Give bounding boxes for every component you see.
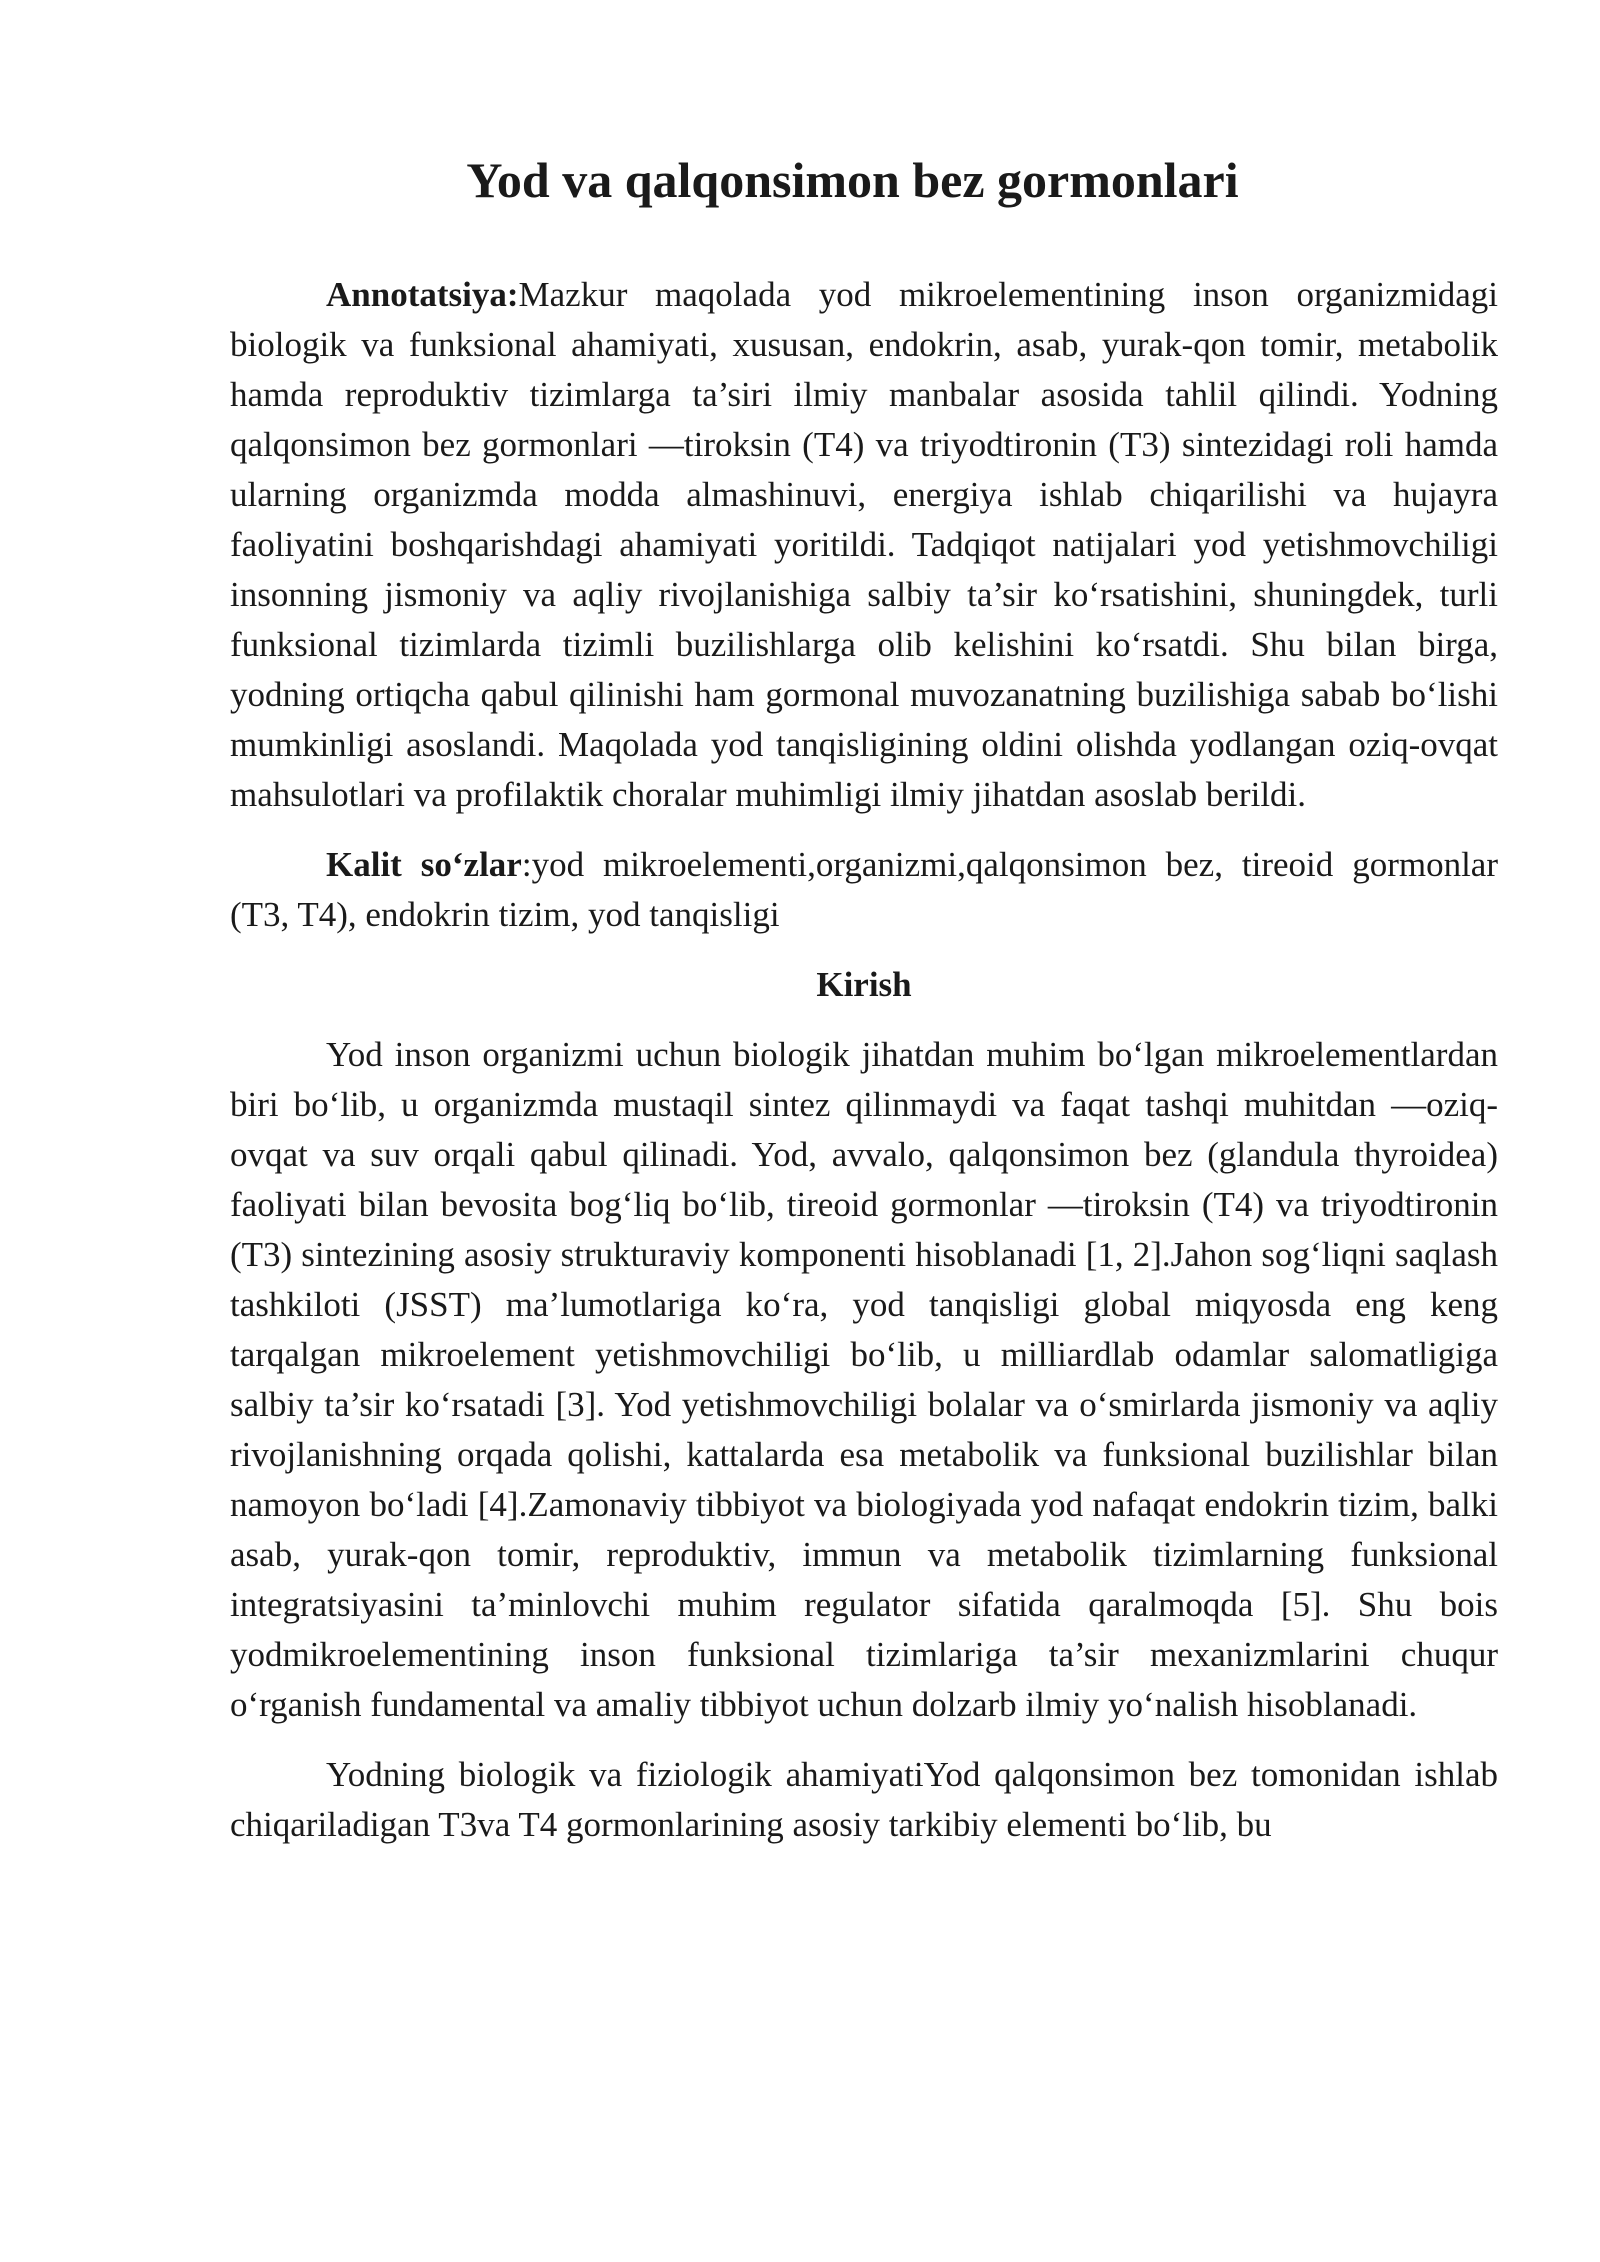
abstract-paragraph <box>230 270 1498 820</box>
intro-paragraph: Yod inson organizmi uchun biologik jihatdan muhim bo‘lgan mikroelementlardan biri bo‘lib, u organizmda mustaqil sintez qilinmaydi va faqat tashqi muhitdan —oziq-ovqat va suv orqali qabul qilinadi. Yod, avvalo, qalqonsimon bez (glandula thyroidea) faoliyati bilan bevosita bog‘liq bo‘lib, tireoid gormonlar —tiroksin (T4) va triyodtironin (T3) sintezining asosiy strukturaviy komponenti hisoblanadi [1, 2].Jahon sog‘liqni saqlash tashkiloti (JSST) ma’lumotlariga ko‘ra, yod tanqisligi global miqyosda eng keng tarqalgan mikroelement yetishmovchiligi bo‘lib, u milliardlab odamlar salomatligiga salbiy ta’sir ko‘rsatadi [3]. Yod yetishmovchiligi bolalar va o‘smirlarda jismoniy va aqliy rivojlanishning orqada qolishi, kattalarda esa metabolik va funksional buzilishlar bilan namoyon bo‘ladi [4].Zamonaviy tibbiyot va biologiyada yod nafaqat endokrin tizim, balki asab, yurak-qon tomir, reproduktiv, immun va metabolik tizimlarning funksional integratsiyasini ta’minlovchi muhim regulator sifatida qaralmoqda [5]. Shu bois yodmikroelementining inson funksional tizimlariga ta’sir mexanizmlarini chuqur o‘rganish fundamental va amaliy tibbiyot uchun dolzarb ilmiy yo‘nalish hisoblanadi. <box>230 1035 1498 1724</box>
keywords-label: Kalit so‘zlar <box>326 845 522 884</box>
abstract-text: Mazkur maqolada yod mikroelementining inson organizmidagi biologik va funksional ahamiyati, xususan, endokrin, asab, yurak-qon tomir, metabolik hamda reproduktiv tizimlarga ta’siri ilmiy manbalar asosida tahlil qilindi. Yodning qalqonsimon bez gormonlari —tiroksin (T4) va triyodtironin (T3) sintezidagi roli hamda ularning organizmda modda almashinuvi, energiya ishlab chiqarilishi va hujayra faoliyatini boshqarishdagi ahamiyati yoritildi. Tadqiqot natijalari yod yetishmovchiligi insonning jismoniy va aqliy rivojlanishiga salbiy ta’sir ko‘rsatishini, shuningdek, turli funksional tizimlarda tizimli buzilishlarga olib kelishini ko‘rsatdi. Shu bilan birga, yodning ortiqcha qabul qilinishi ham gormonal muvozanatning buzilishiga sabab bo‘lishi mumkinligi asoslandi. Maqolada yod tanqisligining oldini olishda yodlangan oziq-ovqat mahsulotlari va profilaktik choralar muhimligi ilmiy jihatdan asoslab berildi. <box>230 275 1498 814</box>
document-body <box>230 270 1498 1870</box>
abstract-label: Annotatsiya: <box>326 275 519 314</box>
keywords-paragraph <box>230 840 1498 940</box>
section-paragraph: Yodning biologik va fiziologik ahamiyatiYod qalqonsimon bez tomonidan ishlab chiqariladigan T3va T4 gormonlarining asosiy tarkibiy elementi bo‘lib, bu <box>230 1755 1498 1844</box>
keywords-text: :yod mikroelementi,organizmi,qalqonsimon bez, tireoid gormonlar (T3, T4), endokrin tizim, yod tanqisligi <box>230 845 1498 934</box>
document-title: Yod va qalqonsimon bez gormonlari <box>466 152 1239 208</box>
intro-heading: Kirish <box>816 965 912 1004</box>
